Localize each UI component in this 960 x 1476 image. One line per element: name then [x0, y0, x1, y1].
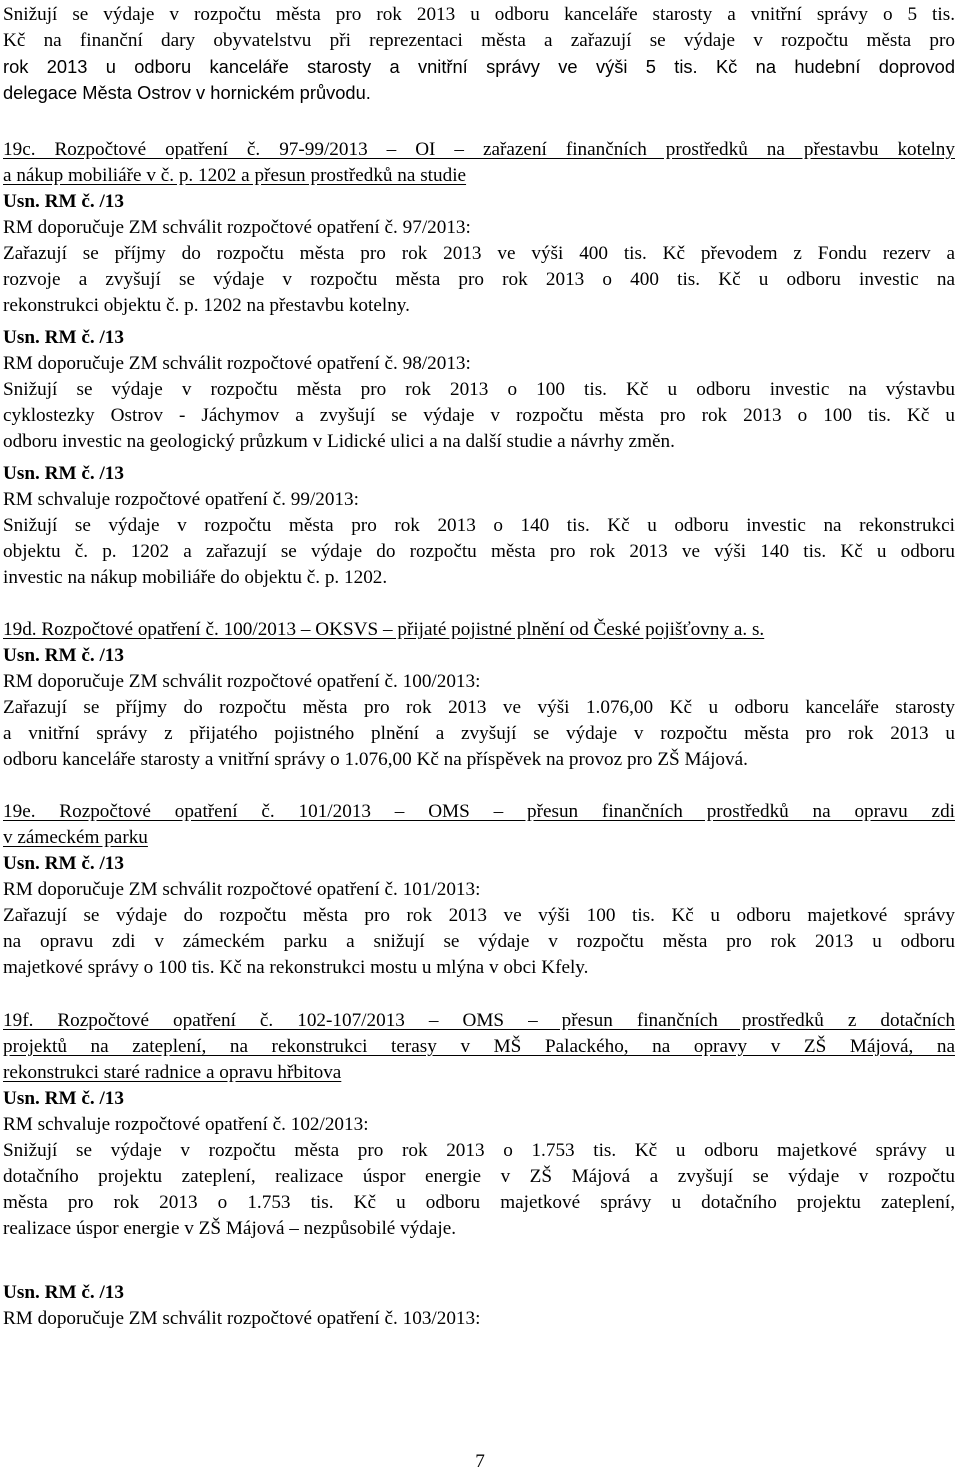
text-line: RM doporučuje ZM schválit rozpočtové opatření č. 101/2013:	[3, 879, 481, 900]
section-heading-19e-cont: v zámeckém parku	[3, 827, 148, 848]
text-line: rok 2013 u odboru kanceláře starosty a vnitřní správy ve výši 5 tis. Kč na hudební doprovod	[3, 56, 955, 77]
text-line: na opravu zdi v zámeckém parku a snižují se výdaje v rozpočtu města pro rok 2013 u odboru	[3, 931, 955, 952]
text-line: cyklostezky Ostrov - Jáchymov a zvyšují se výdaje v rozpočtu města pro rok 2013 o 100 tis. Kč u	[3, 405, 955, 426]
text-line: rozvoje a zvyšují se výdaje v rozpočtu města pro rok 2013 o 400 tis. Kč u odboru investic na	[3, 269, 955, 290]
text-line: delegace Města Ostrov v hornickém průvodu.	[3, 82, 371, 103]
text-line: Kč na finanční dary obyvatelstvu při reprezentaci města a zařazují se výdaje v rozpočtu města pro	[3, 30, 955, 51]
text-line: Zařazují se výdaje do rozpočtu města pro rok 2013 ve výši 100 tis. Kč u odboru majetkové správy	[3, 905, 955, 926]
text-line: realizace úspor energie v ZŠ Májová – nezpůsobilé výdaje.	[3, 1218, 457, 1239]
resolution-number: Usn. RM č. /13	[3, 191, 124, 212]
text-line: RM doporučuje ZM schválit rozpočtové opatření č. 98/2013:	[3, 353, 471, 374]
text-line: RM schvaluje rozpočtové opatření č. 99/2013:	[3, 489, 359, 510]
page-number: 7	[475, 1451, 485, 1472]
section-heading-19f-cont: rekonstrukci staré radnice a opravu hřbitova	[3, 1062, 342, 1083]
text-line: města pro rok 2013 o 1.753 tis. Kč u odboru majetkové správy u dotačního projektu zateplení,	[3, 1192, 955, 1213]
text-line: Zařazují se příjmy do rozpočtu města pro rok 2013 ve výši 1.076,00 Kč u odboru kanceláře starosty	[3, 697, 955, 718]
section-heading-19d: 19d. Rozpočtové opatření č. 100/2013 – OKSVS – přijaté pojistné plnění od České pojišťovny a. s.	[3, 619, 765, 640]
text-line: investic na nákup mobiliáře do objektu č. p. 1202.	[3, 567, 388, 588]
text-line: rekonstrukci objektu č. p. 1202 na přestavbu kotelny.	[3, 295, 410, 316]
text-line: Snižují se výdaje v rozpočtu města pro rok 2013 o 140 tis. Kč u odboru investic na rekonstrukci	[3, 515, 955, 536]
section-heading-19f-cont: projektů na zateplení, na rekonstrukci terasy v MŠ Palackého, na opravy v ZŠ Májová, na	[3, 1036, 955, 1057]
section-heading-19c: 19c. Rozpočtové opatření č. 97-99/2013 – OI – zařazení finančních prostředků na přestavbu kotelny	[3, 139, 955, 160]
resolution-number: Usn. RM č. /13	[3, 853, 124, 874]
text-line: RM doporučuje ZM schválit rozpočtové opatření č. 97/2013:	[3, 217, 471, 238]
resolution-number: Usn. RM č. /13	[3, 327, 124, 348]
text-line: Snižují se výdaje v rozpočtu města pro rok 2013 o 1.753 tis. Kč u odboru majetkové správy u	[3, 1140, 955, 1161]
text-line: RM doporučuje ZM schválit rozpočtové opatření č. 100/2013:	[3, 671, 481, 692]
resolution-number: Usn. RM č. /13	[3, 1282, 124, 1303]
section-heading-19f: 19f. Rozpočtové opatření č. 102-107/2013 – OMS – přesun finančních prostředků z dotačních	[3, 1010, 955, 1031]
text-line: Zařazují se příjmy do rozpočtu města pro rok 2013 ve výši 400 tis. Kč převodem z Fondu rezerv a	[3, 243, 955, 264]
text-line: a vnitřní správy z přijatého pojistného plnění a zvyšují se výdaje v rozpočtu města pro rok 2013 u	[3, 723, 955, 744]
section-heading-19e: 19e. Rozpočtové opatření č. 101/2013 – OMS – přesun finančních prostředků na opravu zdi	[3, 801, 955, 822]
text-line: objektu č. p. 1202 a zařazují se výdaje do rozpočtu města pro rok 2013 ve výši 140 tis. Kč u odboru	[3, 541, 955, 562]
resolution-number: Usn. RM č. /13	[3, 1088, 124, 1109]
resolution-number: Usn. RM č. /13	[3, 463, 124, 484]
text-line: majetkové správy o 100 tis. Kč na rekonstrukci mostu u mlýna v obci Kfely.	[3, 957, 589, 978]
text-line: dotačního projektu zateplení, realizace úspor energie v ZŠ Májová a zvyšují se výdaje v rozpočtu	[3, 1166, 955, 1187]
text-line: Snižují se výdaje v rozpočtu města pro rok 2013 u odboru kanceláře starosty a vnitřní správy o 5 tis.	[3, 4, 955, 25]
text-line: odboru kanceláře starosty a vnitřní správy o 1.076,00 Kč na příspěvek na provoz pro ZŠ Májová.	[3, 749, 748, 770]
text-line: RM doporučuje ZM schválit rozpočtové opatření č. 103/2013:	[3, 1308, 481, 1329]
text-line: odboru investic na geologický průzkum v Lidické ulici a na další studie a návrhy změn.	[3, 431, 675, 452]
section-heading-19c-cont: a nákup mobiliáře v č. p. 1202 a přesun prostředků na studie	[3, 165, 467, 186]
resolution-number: Usn. RM č. /13	[3, 645, 124, 666]
text-line: Snižují se výdaje v rozpočtu města pro rok 2013 o 100 tis. Kč u odboru investic na výstavbu	[3, 379, 955, 400]
text-line: RM schvaluje rozpočtové opatření č. 102/2013:	[3, 1114, 369, 1135]
